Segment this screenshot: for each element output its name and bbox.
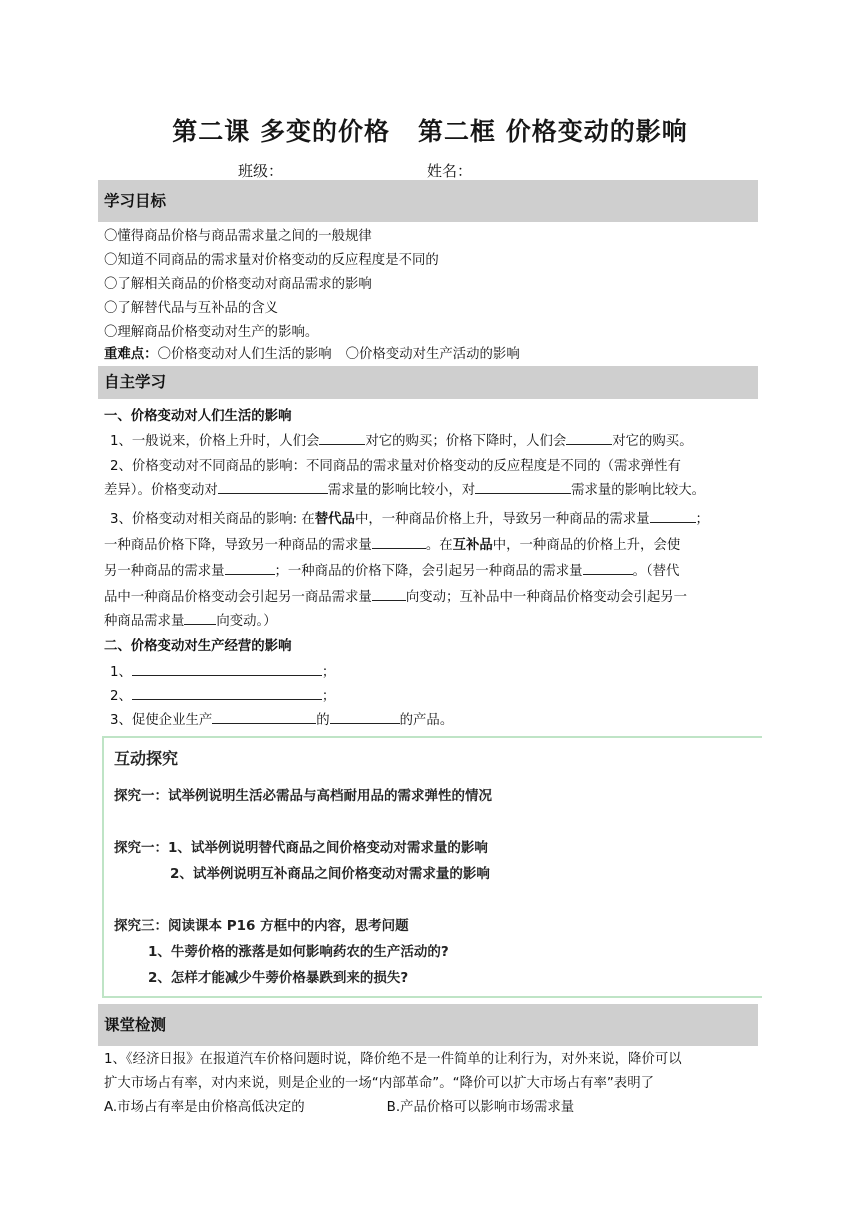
complement-term: 互补品	[452, 538, 493, 553]
goal-item: 〇知道不同商品的需求量对价格变动的反应程度是不同的	[104, 253, 439, 268]
blank[interactable]	[212, 710, 316, 724]
q3-text: 种商品需求量	[104, 614, 185, 629]
blank[interactable]	[132, 662, 322, 676]
class-field[interactable]	[283, 164, 405, 181]
blank[interactable]	[218, 480, 328, 494]
question-3-line1	[110, 508, 764, 532]
q2-text: 需求量的影响比较大。	[571, 483, 706, 498]
question-2-line2	[104, 479, 758, 503]
blank[interactable]	[650, 509, 696, 523]
name-label: 姓名：	[427, 162, 473, 180]
blank[interactable]	[319, 431, 365, 445]
title-section: 第二框 价格变动的影响	[418, 117, 688, 146]
explore-q3: 探究三：阅读课本 P16 方框中的内容，思考问题	[114, 918, 409, 934]
item-number: 2、	[110, 689, 132, 704]
blank[interactable]	[225, 561, 275, 575]
blank[interactable]	[583, 561, 633, 575]
q3-text: 3、价格变动对相关商品的影响: 在	[110, 512, 315, 527]
check-options	[104, 1096, 758, 1120]
q3-text: 中，一种商品的价格上升，会使	[492, 538, 681, 553]
question-3-line5	[104, 610, 758, 634]
blank[interactable]	[475, 480, 571, 494]
blank[interactable]	[372, 587, 406, 601]
q3-text: 向变动；互补品中一种商品价格变动会引起另一	[405, 590, 688, 605]
q3-text: 向变动。）	[216, 614, 277, 629]
key-point: 〇价格变动对生产活动的影响	[345, 347, 520, 362]
explore-q3-1: 1、牛蒡价格的涨落是如何影响药农的生产活动的?	[148, 944, 449, 960]
goal-item: 〇了解替代品与互补品的含义	[104, 301, 279, 316]
check-q1-line2: 扩大市场占有率，对内来说，则是企业的一场“内部革命”。“降价可以扩大市场占有率”表明了	[104, 1076, 654, 1091]
goal-item: 〇了解相关商品的价格变动对商品需求的影响	[104, 277, 372, 292]
explore-box	[102, 736, 762, 998]
q3-text: 另一种商品的需求量	[104, 564, 225, 579]
blank[interactable]	[330, 710, 400, 724]
blank[interactable]	[566, 431, 612, 445]
option-b[interactable]: B.产品价格可以影响市场需求量	[386, 1100, 575, 1115]
item-text: 的产品。	[399, 713, 454, 728]
explore-q3-2: 2、怎样才能减少牛蒡价格暴跌到来的损失?	[148, 970, 409, 986]
production-item-2	[110, 685, 764, 709]
blank[interactable]	[184, 611, 216, 625]
production-item-3	[110, 709, 764, 733]
question-3-line4	[104, 586, 758, 610]
goal-item: 〇理解商品价格变动对生产的影响。	[104, 325, 319, 340]
question-1	[110, 430, 764, 454]
key-label: 重难点：	[104, 347, 158, 362]
title-lesson: 第二课 多变的价格	[172, 117, 390, 146]
production-item-1	[110, 661, 764, 685]
explore-q1: 探究一：试举例说明生活必需品与高档耐用品的需求弹性的情况	[114, 788, 492, 804]
key-point: 〇价格变动对人们生活的影响	[157, 347, 332, 362]
q3-text: ；一种商品的价格下降，会引起另一种商品的需求量	[274, 564, 583, 579]
q3-text: ；	[695, 512, 709, 527]
q1-text: 1、一般说来，价格上升时，人们会	[110, 434, 320, 449]
page-title	[0, 112, 860, 148]
goals-heading: 学习目标	[98, 180, 758, 222]
question-3-line3	[104, 560, 758, 584]
explore-q2a: 探究一：1、试举例说明替代商品之间价格变动对需求量的影响	[114, 840, 488, 856]
explore-heading: 互动探究	[114, 749, 179, 768]
section2-title: 二、价格变动对生产经营的影响	[104, 639, 292, 654]
item-punct: ；	[321, 665, 336, 680]
question-3-line2	[104, 534, 758, 558]
self-study-heading: 自主学习	[98, 366, 758, 399]
substitute-term: 替代品	[314, 512, 355, 527]
check-heading: 课堂检测	[98, 1004, 758, 1046]
q2-text: 需求量的影响比较小，对	[327, 483, 476, 498]
check-q1-line1: 1、《经济日报》在报道汽车价格问题时说，降价绝不是一件简单的让利行为，对外来说，降价可以	[104, 1052, 682, 1067]
explore-q2b: 2、试举例说明互补商品之间价格变动对需求量的影响	[170, 866, 490, 882]
item-text: 3、促使企业生产	[110, 713, 213, 728]
class-label: 班级：	[238, 162, 284, 180]
option-a[interactable]: A.市场占有率是由价格高低决定的	[104, 1100, 305, 1115]
item-number: 1、	[110, 665, 132, 680]
blank[interactable]	[132, 686, 322, 700]
q3-text: 。在	[425, 538, 453, 553]
item-punct: ；	[321, 689, 336, 704]
student-info	[238, 160, 604, 181]
q1-text: 对它的购买；价格下降时，人们会	[365, 434, 567, 449]
q3-text: 。（替代	[632, 564, 680, 579]
name-field[interactable]	[472, 164, 604, 181]
blank[interactable]	[372, 535, 426, 549]
goal-item: 〇懂得商品价格与商品需求量之间的一般规律	[104, 229, 372, 244]
q2-text: 差异）。价格变动对	[104, 483, 218, 498]
item-text: 的	[316, 713, 330, 728]
q3-text: 中，一种商品价格上升，导致另一种商品的需求量	[354, 512, 650, 527]
q3-text: 一种商品价格下降，导致另一种商品的需求量	[104, 538, 372, 553]
key-points	[104, 343, 758, 367]
q1-text: 对它的购买。	[612, 434, 693, 449]
section1-title: 一、价格变动对人们生活的影响	[104, 409, 292, 424]
question-2-line1: 2、价格变动对不同商品的影响：不同商品的需求量对价格变动的反应程度是不同的（需求弹性有	[110, 459, 681, 474]
q3-text: 品中一种商品价格变动会引起另一商品需求量	[104, 590, 372, 605]
